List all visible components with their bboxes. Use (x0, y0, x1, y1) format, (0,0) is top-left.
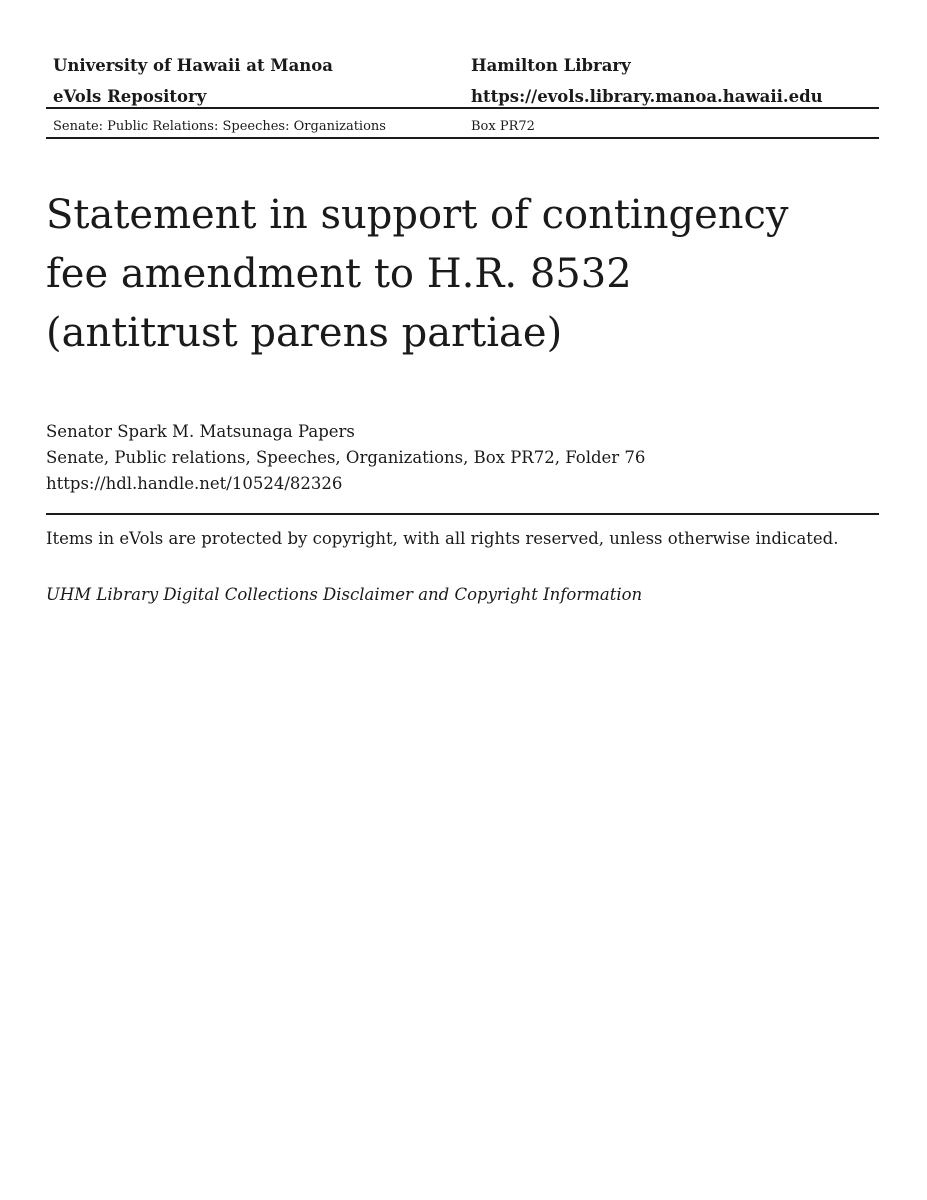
document-title (46, 186, 806, 363)
library-name: Hamilton Library (471, 56, 631, 75)
handle-link[interactable]: https://hdl.handle.net/10524/82326 (46, 474, 343, 493)
collection-row (46, 116, 879, 138)
folder-location: Senate, Public relations, Speeches, Organizations, Box PR72, Folder 76 (46, 448, 646, 467)
repository-url: https://evols.library.manoa.hawaii.edu (471, 87, 823, 106)
disclaimer-link[interactable]: UHM Library Digital Collections Disclaimer and Copyright Information (46, 585, 643, 604)
metadata-divider (46, 513, 879, 515)
institution-name: University of Hawaii at Manoa (53, 56, 333, 75)
box-label: Box PR72 (471, 119, 535, 134)
header-divider-top (46, 107, 879, 109)
papers-collection: Senator Spark M. Matsunaga Papers (46, 422, 355, 441)
repository-name: eVols Repository (53, 87, 207, 106)
copyright-notice: Items in eVols are protected by copyright, with all rights reserved, unless otherwise indicated. (46, 529, 839, 548)
header-block (46, 50, 879, 112)
title-line: fee amendment to H.R. 8532 (46, 251, 632, 297)
header-row-1 (46, 50, 879, 81)
title-line: (antitrust parens partiae) (46, 310, 563, 356)
title-line: Statement in support of contingency (46, 192, 789, 238)
collection-path: Senate: Public Relations: Speeches: Organizations (53, 119, 386, 134)
header-divider-bottom (46, 137, 879, 139)
metadata-block (46, 419, 645, 497)
